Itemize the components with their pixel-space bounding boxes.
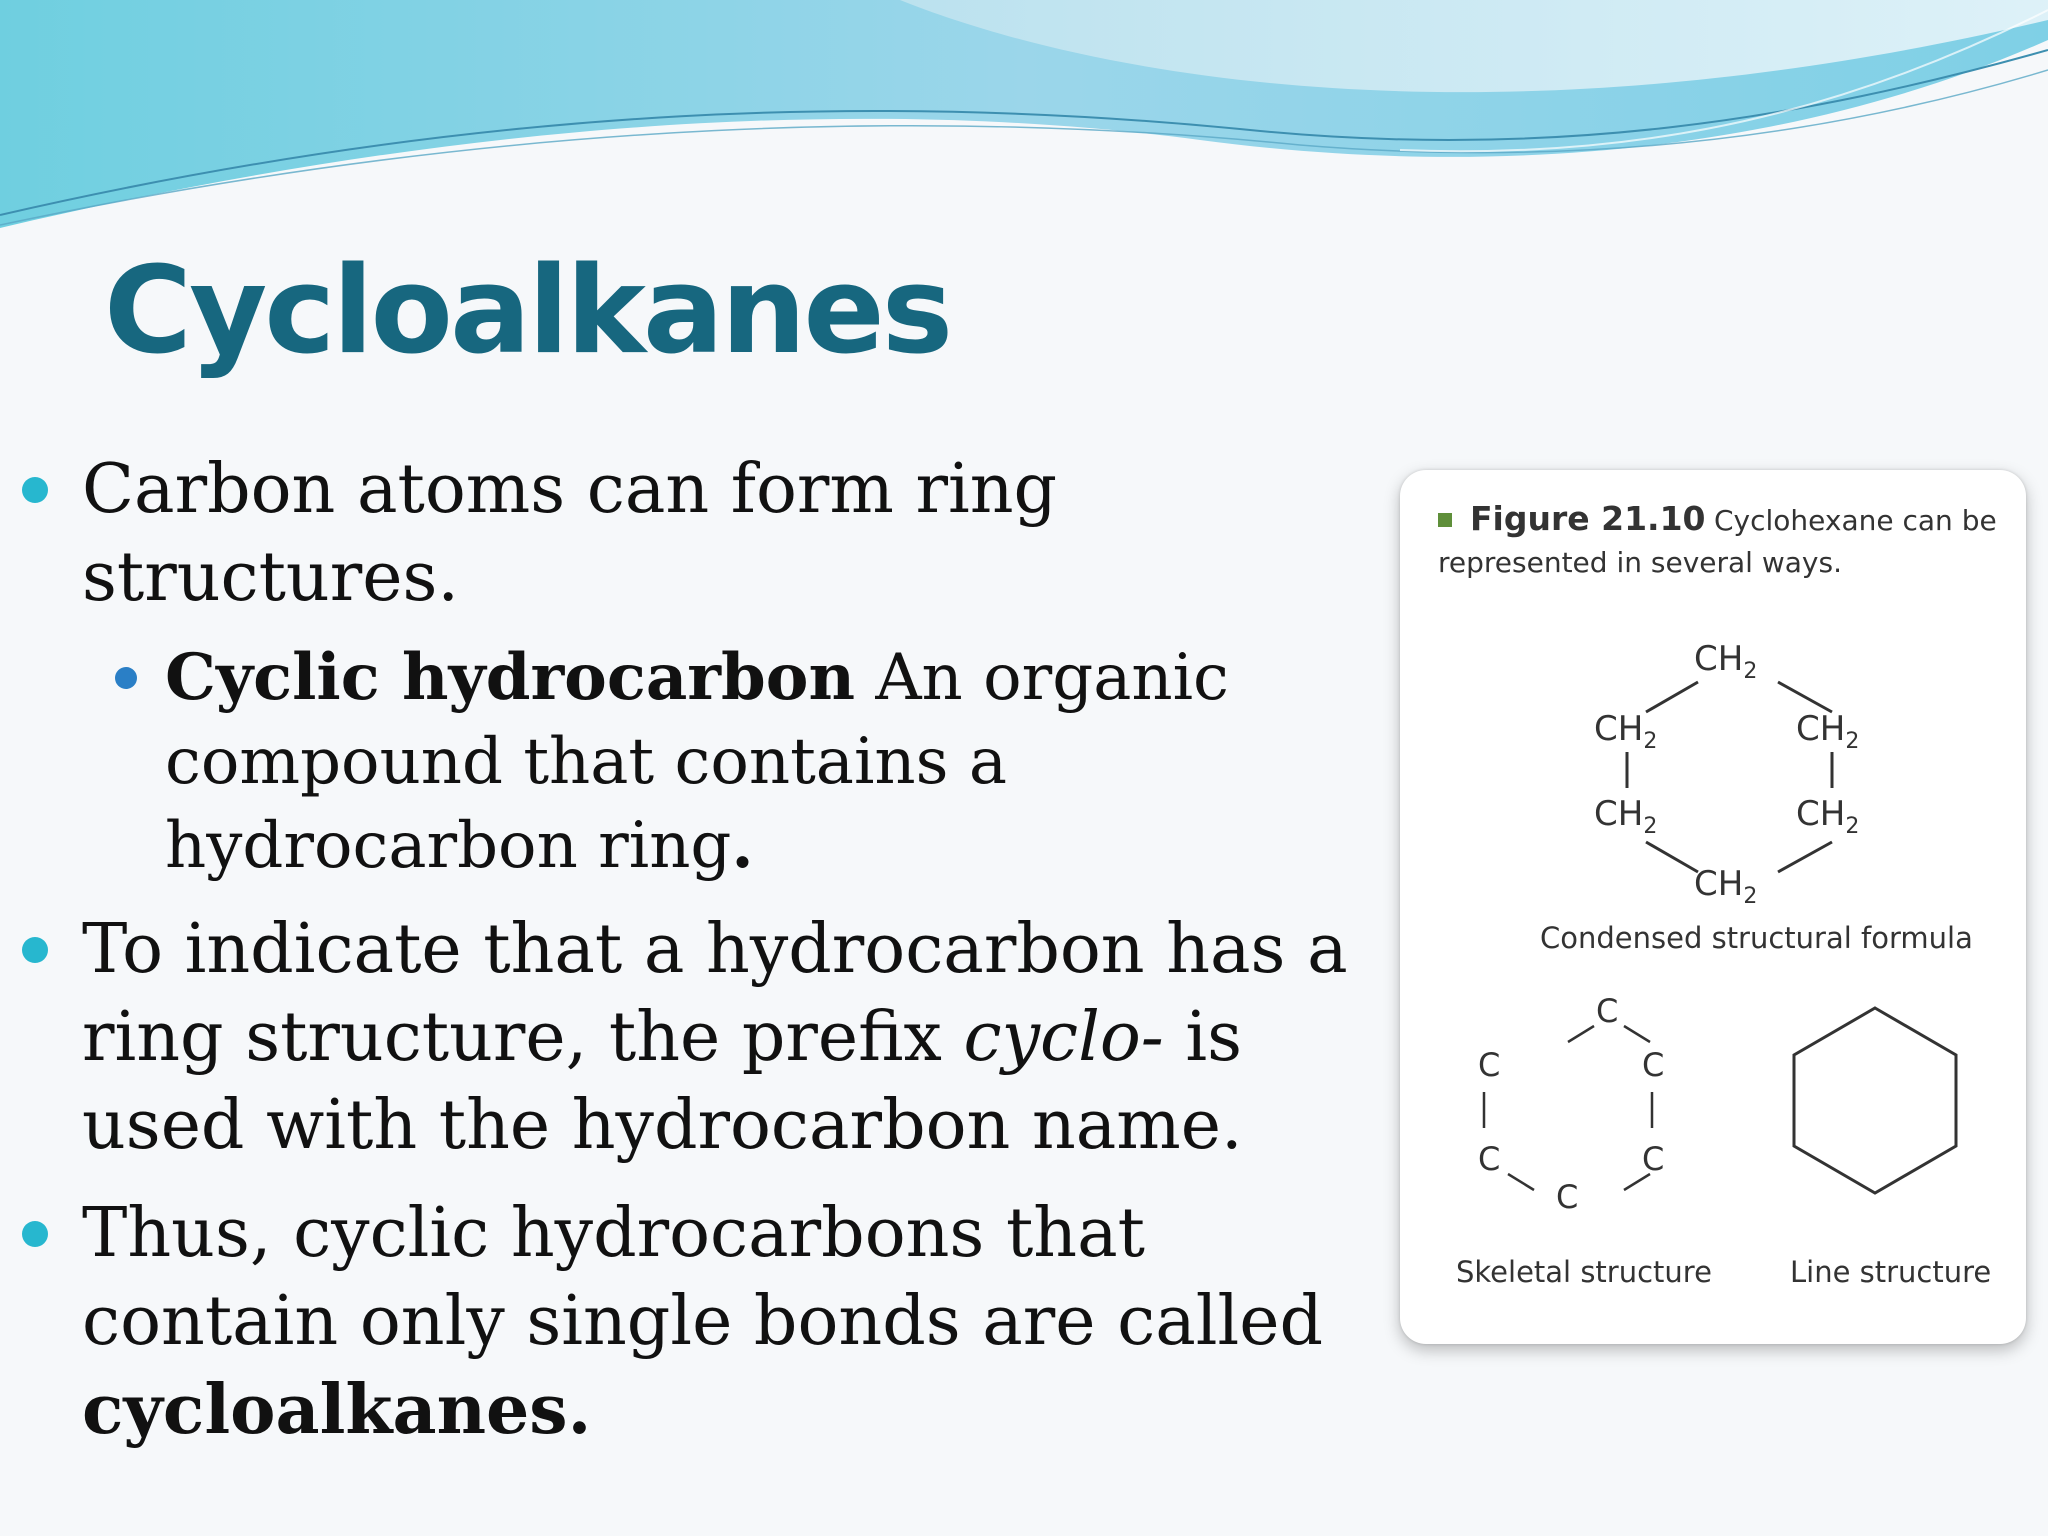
ch2-group: [1694, 639, 1757, 684]
bond: [1646, 682, 1698, 712]
figure-caption-line2: represented in several ways.: [1438, 546, 1842, 579]
skeletal-label: Skeletal structure: [1456, 1255, 1712, 1289]
carbon-atom: C: [1642, 1046, 1665, 1084]
bullet-ring-structures: [82, 446, 1352, 622]
bullet-cyclic-hydrocarbon-definition: [165, 636, 1345, 888]
carbon-atom: C: [1642, 1140, 1665, 1178]
bond: [1508, 1174, 1534, 1190]
figure-caption-line1: Cyclohexane can be: [1714, 504, 1997, 537]
bullet-text-before: To indicate that a hydrocarbon has a ring structure, the prefix: [82, 910, 1348, 1077]
bullet-cyclo-prefix: [82, 906, 1352, 1170]
ch2-group: [1694, 864, 1757, 909]
bullet-dot: [22, 937, 48, 963]
figure-label: Figure 21.10: [1470, 499, 1706, 538]
line-structure-hexagon: [1794, 1008, 1956, 1193]
ch2-group: [1796, 794, 1859, 839]
ch2-subscript: 2: [1845, 814, 1860, 839]
bond: [1568, 1026, 1594, 1042]
bullet-text: Carbon atoms can form ring structures.: [82, 450, 1058, 617]
ch2-subscript: 2: [1643, 814, 1658, 839]
carbon-atom: C: [1556, 1178, 1579, 1216]
ch2-main: CH: [1694, 864, 1744, 904]
carbon-atom: C: [1478, 1046, 1501, 1084]
ch2-group: [1594, 709, 1657, 754]
bullet-text: Thus, cyclic hydrocarbons that contain only single bonds are called: [82, 1194, 1324, 1361]
bullet-dot: [115, 667, 137, 689]
slide-title: Cycloalkanes: [104, 242, 951, 381]
bullet-dot: [22, 1221, 48, 1247]
cyclohexane-figure: [1400, 470, 2026, 1344]
figure-card: [1400, 470, 2026, 1344]
ch2-main: CH: [1694, 639, 1744, 679]
skeletal-structure: [1484, 1026, 1652, 1190]
term-cycloalkanes: cycloalkanes.: [82, 1370, 592, 1450]
bond: [1624, 1026, 1650, 1042]
definition-period: .: [731, 808, 754, 883]
figure-marker-square: [1438, 513, 1452, 527]
ch2-main: CH: [1796, 709, 1846, 749]
bullet-dot: [22, 477, 48, 503]
carbon-atom: C: [1596, 992, 1619, 1030]
ch2-main: CH: [1594, 794, 1644, 834]
ch2-subscript: 2: [1743, 659, 1758, 684]
carbon-atom: C: [1478, 1140, 1501, 1178]
line-structure-label: Line structure: [1790, 1255, 1992, 1289]
ch2-group: [1594, 794, 1657, 839]
bullet-text-after: is used with the hydrocarbon name.: [82, 998, 1243, 1165]
ch2-main: CH: [1594, 709, 1644, 749]
definition-text: An organic compound that contains a hydrocarbon ring: [165, 641, 1229, 883]
ch2-main: CH: [1796, 794, 1846, 834]
bond: [1646, 842, 1698, 872]
bond: [1778, 842, 1832, 872]
ch2-subscript: 2: [1643, 729, 1658, 754]
header-wave-decoration: [0, 0, 2048, 240]
prefix-cyclo: cyclo-: [963, 998, 1164, 1077]
condensed-label: Condensed structural formula: [1540, 921, 1973, 955]
ch2-subscript: 2: [1845, 729, 1860, 754]
bullet-cycloalkanes: [82, 1190, 1352, 1455]
term-cyclic-hydrocarbon: Cyclic hydrocarbon: [165, 640, 855, 715]
ch2-group: [1796, 709, 1859, 754]
bond: [1778, 682, 1832, 712]
ch2-subscript: 2: [1743, 884, 1758, 909]
